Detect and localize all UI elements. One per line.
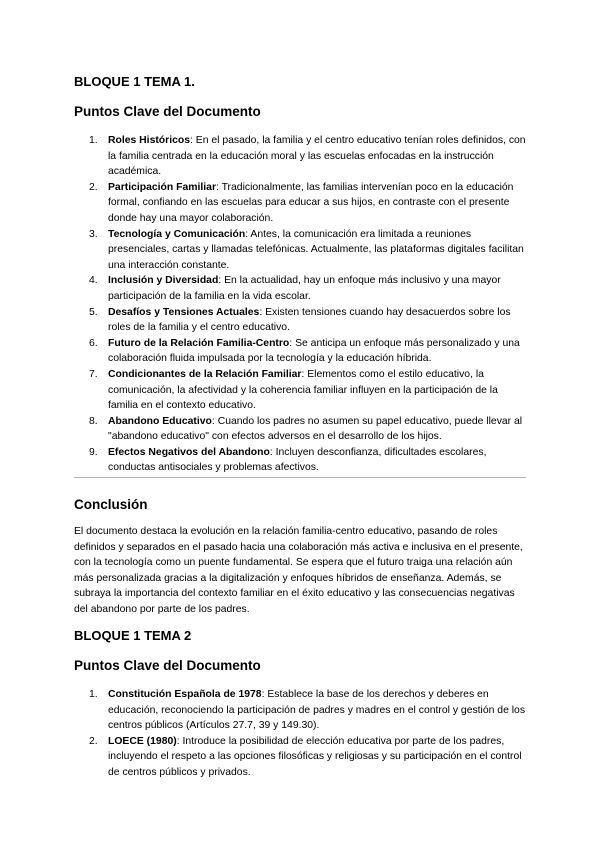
- key-point-item: [89, 273, 526, 304]
- item-number: 2.: [89, 181, 98, 193]
- item-heading: Participación Familiar: [108, 181, 216, 193]
- key-points-list-2: [89, 687, 526, 781]
- item-text: : Incluyen desconfianza, dificultades escolares, conductas antisociales y problemas afectivos.: [108, 446, 487, 474]
- item-number: 8.: [89, 415, 98, 427]
- item-heading: Futuro de la Relación Familia-Centro: [108, 337, 290, 349]
- key-point-item: [89, 687, 526, 734]
- item-text: : Elementos como el estilo educativo, la comunicación, la afectividad y la coherencia familiar influyen en la participación de la familia en el contexto educativo.: [108, 368, 498, 412]
- item-text: : Se anticipa un enfoque más personalizado y una colaboración fluida impulsada por la tecnología y la educación híbrida.: [108, 337, 520, 365]
- item-text: : Cuando los padres no asumen su papel educativo, puede llevar al "abandono educativo" con efectos adversos en el desarrollo de los hijos.: [108, 415, 523, 443]
- key-point-item: [89, 133, 526, 180]
- item-number: 5.: [89, 306, 98, 318]
- item-heading: Condicionantes de la Relación Familiar: [108, 368, 302, 380]
- item-text: : En la actualidad, hay un enfoque más inclusivo y una mayor participación de la familia en la vida escolar.: [108, 275, 501, 302]
- item-heading: Constitución Española de 1978: [108, 689, 262, 700]
- item-heading: Desafíos y Tensiones Actuales: [108, 306, 260, 318]
- item-number: 7.: [89, 368, 98, 380]
- key-point-item: [89, 336, 526, 367]
- item-heading: Inclusión y Diversidad: [108, 275, 219, 287]
- item-text: : Establece la base de los derechos y deberes en educación, reconociendo la participación de padres y madres en el control y gestión de los centros públicos (Artículos 27.7, 39 y 149.30).: [108, 689, 526, 732]
- key-point-item: [89, 227, 526, 274]
- section-2-subtitle: Puntos Clave del Documento: [74, 658, 261, 673]
- item-text: : Antes, la comunicación era limitada a reuniones presenciales, cartas y llamadas telefónicas. Actualmente, las plataformas digitales facilitan una interacción constante.: [108, 228, 524, 271]
- item-number: 2.: [89, 735, 98, 747]
- key-point-item: [89, 180, 526, 227]
- key-point-item: [89, 414, 526, 445]
- conclusion-title: Conclusión: [74, 497, 148, 512]
- item-text: : En el pasado, la familia y el centro educativo tenían roles definidos, con la familia centrada en la educación moral y las escuelas enfocadas en la instrucción académica.: [108, 135, 526, 178]
- item-heading: LOECE (1980): [108, 735, 177, 747]
- key-point-item: [89, 445, 526, 476]
- item-heading: Abandono Educativo: [108, 415, 212, 427]
- key-point-item: [89, 734, 526, 781]
- item-text: : Existen tensiones cuando hay desacuerdos sobre los roles de la familia y el centro educativo.: [108, 306, 511, 334]
- section-2-title: BLOQUE 1 TEMA 2: [74, 628, 192, 643]
- key-point-item: [89, 367, 526, 414]
- key-points-list-1: [89, 133, 526, 476]
- key-point-item: [89, 305, 526, 336]
- item-heading: Tecnología y Comunicación: [108, 228, 246, 240]
- conclusion-paragraph: El documento destaca la evolución en la relación familia-centro educativo, pasando de roles definidos y separados en el pasado hacia una colaboración más activa e inclusiva en el presente, con la tecnología como un puente fundamental. Se espera que el futuro traiga una relación aún más personalizada gracias a la digitalización y enfoques híbridos de enseñanza. Además, se subraya la importancia del contexto familiar en el éxito educativo y las consecuencias negativas del abandono por parte de los padres.: [74, 526, 523, 615]
- item-heading: Efectos Negativos del Abandono: [108, 446, 270, 458]
- item-heading: Roles Históricos: [108, 135, 190, 146]
- item-number: 6.: [89, 337, 98, 349]
- item-text: : Tradicionalmente, las familias intervenían poco en la educación formal, confiando en las escuelas para educar a sus hijos, en contraste con el presente donde hay una mayor colaboración.: [108, 181, 514, 224]
- section-1-subtitle: Puntos Clave del Documento: [74, 104, 261, 119]
- item-text: : Introduce la posibilidad de elección educativa por parte de los padres, incluyendo el respeto a las opciones filosóficas y religiosas y su participación en el control de centros públicos y privados.: [108, 735, 522, 778]
- section-1-title: BLOQUE 1 TEMA 1.: [74, 74, 195, 89]
- item-number: 9.: [89, 446, 98, 458]
- horizontal-divider: [74, 477, 526, 478]
- item-number: 1.: [89, 689, 98, 700]
- item-number: 4.: [89, 275, 98, 287]
- item-number: 3.: [89, 228, 98, 240]
- item-number: 1.: [89, 135, 98, 146]
